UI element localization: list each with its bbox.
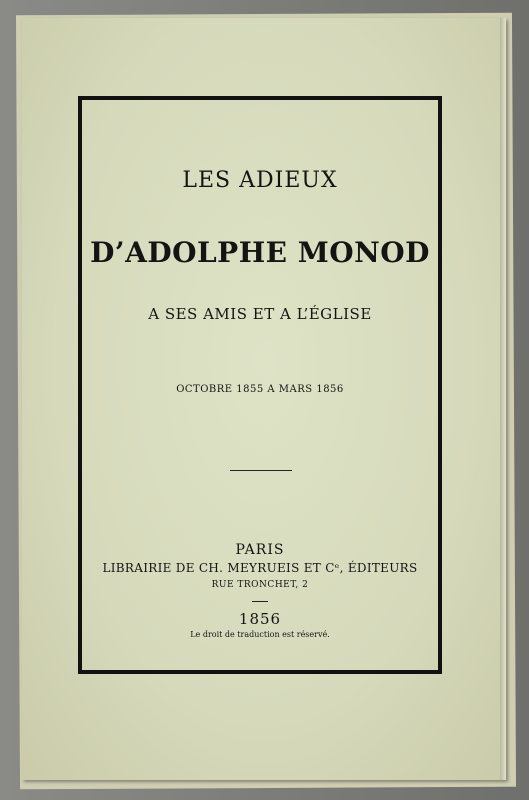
divider-rule	[230, 470, 292, 471]
small-divider-rule	[252, 601, 268, 602]
title-line-2: D’ADOLPHE MONOD	[90, 236, 430, 269]
cover-edge	[500, 18, 506, 780]
book-cover	[22, 18, 506, 780]
publication-year: 1856	[238, 610, 282, 628]
black-border-frame	[78, 96, 442, 674]
rights-notice: Le droit de traduction est réservé.	[190, 630, 330, 639]
publication-city: PARIS	[235, 542, 285, 558]
subtitle: A SES AMIS ET A L’ÉGLISE	[148, 305, 372, 323]
publisher-name: LIBRAIRIE DE CH. MEYRUEIS ET Cᵉ, ÉDITEURS	[102, 561, 418, 575]
title-line-1: LES ADIEUX	[182, 168, 338, 193]
publisher-address: RUE TRONCHET, 2	[211, 580, 309, 590]
date-range: OCTOBRE 1855 A MARS 1856	[176, 384, 344, 395]
